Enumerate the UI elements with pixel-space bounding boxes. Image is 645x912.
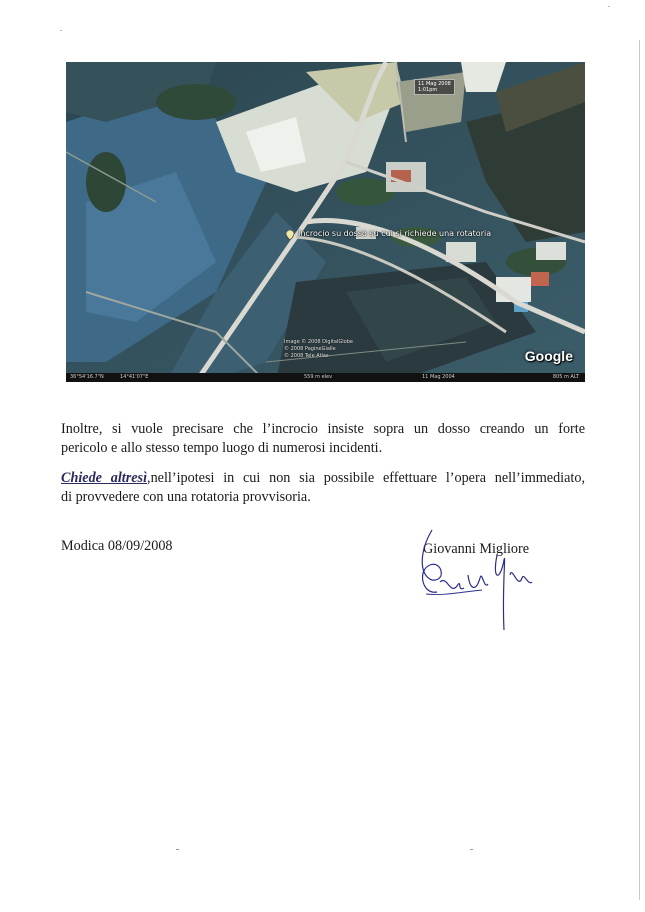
scan-speck — [470, 849, 473, 850]
placemark-pin-icon — [286, 230, 294, 240]
status-elevation: 559 m elev — [304, 374, 333, 380]
map-date-badge: 11 Mag 2008 1:01pm — [414, 79, 455, 95]
map-copyright: Image © 2008 DigitalGlobe © 2008 PagineGialle © 2008 Tele Atlas — [284, 339, 353, 359]
request-text: ,nell’ipotesi in cui non sia possibile effettuare l’opera nell’immediato, — [147, 470, 585, 486]
paragraph-line: di provvedere con una rotatoria provvisoria. — [61, 489, 311, 505]
google-logo: Google — [524, 348, 573, 364]
map-status-bar — [66, 373, 585, 382]
status-imagery-date: 11 Mag 2004 — [422, 374, 455, 380]
status-longitude: 14°41'07"E — [120, 374, 149, 380]
map-terrain — [66, 62, 585, 382]
status-latitude: 36°54'16.7"N — [70, 374, 104, 380]
paragraph-line — [61, 469, 585, 488]
paragraph-line: Inoltre, si vuole precisare che l’incrocio insiste sopra un dosso creando un forte — [61, 421, 585, 437]
handwritten-signature — [412, 520, 552, 640]
scan-speck — [60, 30, 62, 31]
scan-speck — [608, 6, 610, 7]
signatory-name: Giovanni Migliore — [423, 541, 529, 557]
paragraph-line: pericolo e allo stesso tempo luogo di numerosi incidenti. — [61, 440, 383, 456]
paragraph-intersection-danger — [61, 420, 585, 458]
placemark-label: Incrocio su dosso su cui si richiede una rotatoria — [298, 229, 492, 238]
request-emphasis: Chiede altresì — [61, 470, 148, 486]
scan-edge-line — [639, 40, 640, 900]
scan-speck — [176, 849, 179, 850]
place-and-date: Modica 08/09/2008 — [61, 538, 173, 554]
satellite-map-image — [66, 62, 585, 382]
status-altitude: 805 m ALT — [552, 374, 579, 380]
paragraph-request — [61, 469, 585, 507]
